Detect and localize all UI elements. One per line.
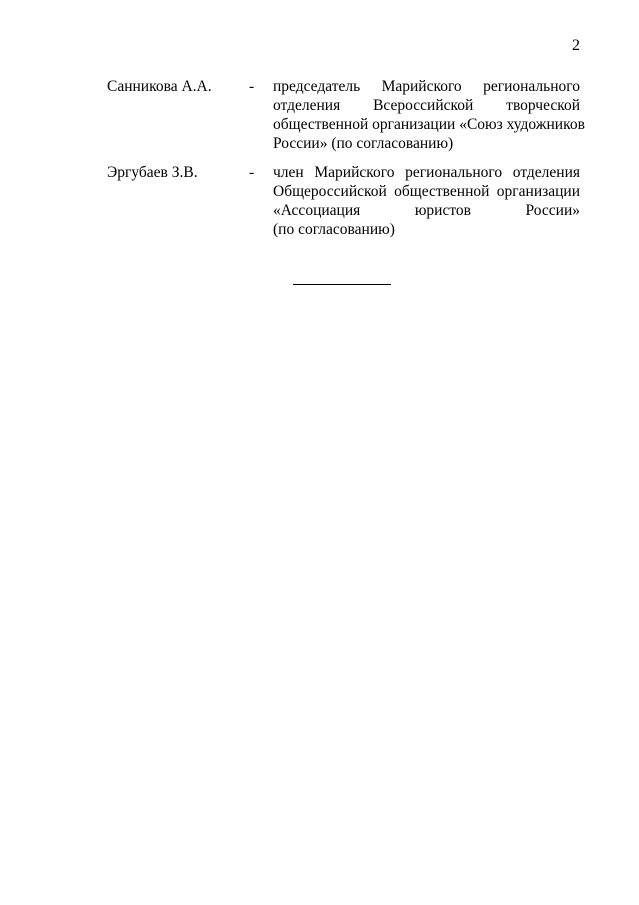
member-position	[273, 163, 580, 239]
position-line: «Ассоциация юристов России»	[273, 202, 580, 219]
position-line: общественной организации «Союз художников	[273, 116, 585, 133]
position-line: Общероссийской общественной организации	[273, 183, 580, 200]
member-name: Санникова А.А.	[107, 78, 212, 95]
position-line: России» (по согласованию)	[273, 135, 454, 152]
end-of-list-rule	[293, 284, 391, 285]
position-line: член Марийского регионального отделения	[273, 164, 580, 181]
member-position	[273, 77, 585, 153]
separator-dash: -	[249, 164, 255, 181]
page-number: 2	[572, 37, 580, 54]
separator-dash: -	[249, 78, 255, 95]
position-line: отделения Всероссийской творческой	[273, 97, 580, 114]
position-line: председатель Марийского регионального	[273, 78, 580, 95]
member-name: Эргубаев З.В.	[107, 164, 198, 181]
position-line: (по согласованию)	[273, 221, 395, 238]
